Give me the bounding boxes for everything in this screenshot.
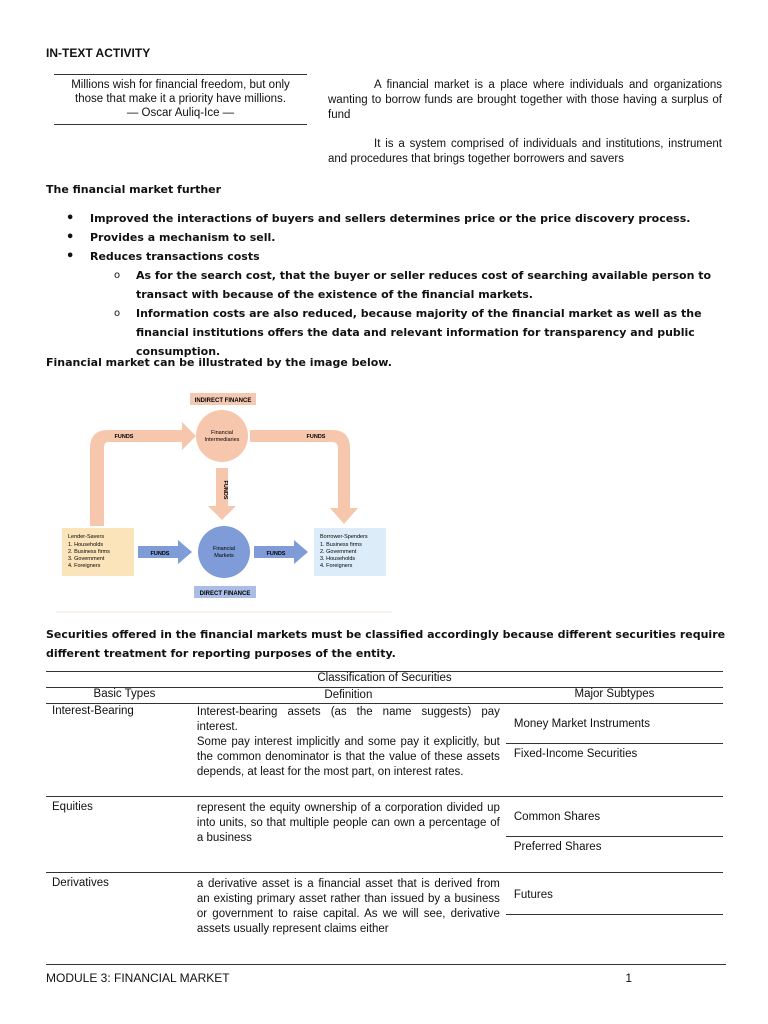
bullet-item: • Reduces transactions costs [66,247,726,266]
quote-line-2: those that make it a priority have millions. [75,93,286,105]
subtype-item: Money Market Instruments [506,714,723,744]
borrower-item: 3. Households [320,556,356,562]
funds-arrow-to-borrowers [250,430,358,524]
header-definition: Definition [197,688,506,704]
lender-item: 4. Foreigners [68,563,101,569]
row-definition-part: Interest-bearing assets (as the name suggests) pay interest. [196,706,500,733]
table-row [46,873,723,945]
row-subtypes [506,704,723,797]
borrower-title: Borrower-Spenders [320,534,368,540]
quote-author: — Oscar Auliq-Ice — [126,107,235,119]
funds-label-left: FUNDS [114,434,134,440]
subtype-item: Fixed-Income Securities [513,748,638,760]
funds-label-direct-right: FUNDS [266,551,286,557]
lender-item: 3. Government [68,556,105,562]
direct-finance-label: DIRECT FINANCE [199,591,251,597]
row-subtypes [506,873,723,945]
markets-circle [198,526,250,578]
subtype-item: Preferred Shares [513,841,602,853]
markets-label-2: Markets [214,553,234,559]
borrower-item: 2. Government [320,549,357,555]
funds-label-direct-left: FUNDS [150,551,170,557]
intro-paragraph-2: It is a system comprised of individuals and institutions, instrument and procedures that brings together borrowers and savers [328,138,722,165]
subtype-item: Common Shares [506,807,723,837]
row-definition: represent the equity ownership of a corporation divided up into units, so that multiple people can own a percentage of a business [197,797,506,873]
footer-module: MODULE 3: FINANCIAL MARKET [46,971,230,985]
lender-item: 2. Business firms [68,549,110,555]
intermediaries-label-2: Intermediaries [204,437,240,443]
quote-line-1: Millions wish for financial freedom, but only [71,79,290,91]
funds-label-vertical: FUNDS [222,480,228,500]
table-caption: Classification of Securities [46,672,723,688]
sub-bullet-item: o Information costs are also reduced, because majority of the financial market as well as the financial institutions offers the data and relevant information for transparency and public consumption. [66,304,726,361]
footer-page-number: 1 [625,971,632,985]
row-type: Equities [46,797,197,873]
lender-item: 1. Households [68,542,104,548]
row-subtypes [506,797,723,873]
financial-market-diagram [56,388,396,616]
lender-title: Lender-Savers [68,534,105,540]
funds-arrow-to-intermediaries [90,422,196,526]
page-footer [46,964,726,985]
bullet-item: • Provides a mechanism to sell. [66,228,726,247]
header-basic-types: Basic Types [46,688,197,704]
borrower-item: 4. Foreigners [320,563,353,569]
further-heading: The financial market further [46,183,222,196]
subtype-item [506,915,723,944]
row-definition [197,704,506,797]
table-row [46,797,723,873]
indirect-finance-label: INDIRECT FINANCE [194,398,252,404]
sub-bullet-item: o As for the search cost, that the buyer or seller reduces cost of searching available person to transact with because of the existence of the financial markets. [66,266,726,304]
header-major-subtypes: Major Subtypes [506,688,723,704]
securities-text: Securities offered in the financial markets must be classified accordingly because different securities require different treatment for reporting purposes of the entity. [46,628,726,660]
quote-box [54,74,307,125]
funds-arrow-down [208,468,236,520]
intro-paragraph-1: A financial market is a place where individuals and organizations wanting to borrow funds are brought together with those having a surplus of fund [328,79,722,121]
row-type: Interest-Bearing [46,704,197,797]
subtype-item: Futures [506,885,723,915]
markets-label-1: Financial [212,546,236,552]
page-heading: IN-TEXT ACTIVITY [46,46,151,60]
intro-text [328,78,722,181]
bullet-item: • Improved the interactions of buyers and sellers determines price or the price discovery process. [66,209,726,228]
row-definition-part: Some pay interest implicitly and some pay it explicitly, but the common denominator is that the value of these assets depends, at least for the most part, on interest rates. [196,736,500,778]
row-definition: a derivative asset is a financial asset that is derived from an existing primary asset rather than issued by a business or government to raise capital. As we will see, derivative assets usually represent claims either [196,878,500,935]
funds-label-right: FUNDS [306,434,326,440]
table-row [46,704,723,797]
bullet-list [66,209,726,361]
securities-classification-table [46,671,723,944]
row-type: Derivatives [52,877,109,889]
intermediaries-label-1: Financial [210,430,234,436]
illustration-intro: Financial market can be illustrated by the image below. [46,356,392,369]
intermediaries-circle [196,410,248,462]
borrower-item: 1. Business firms [320,542,362,548]
